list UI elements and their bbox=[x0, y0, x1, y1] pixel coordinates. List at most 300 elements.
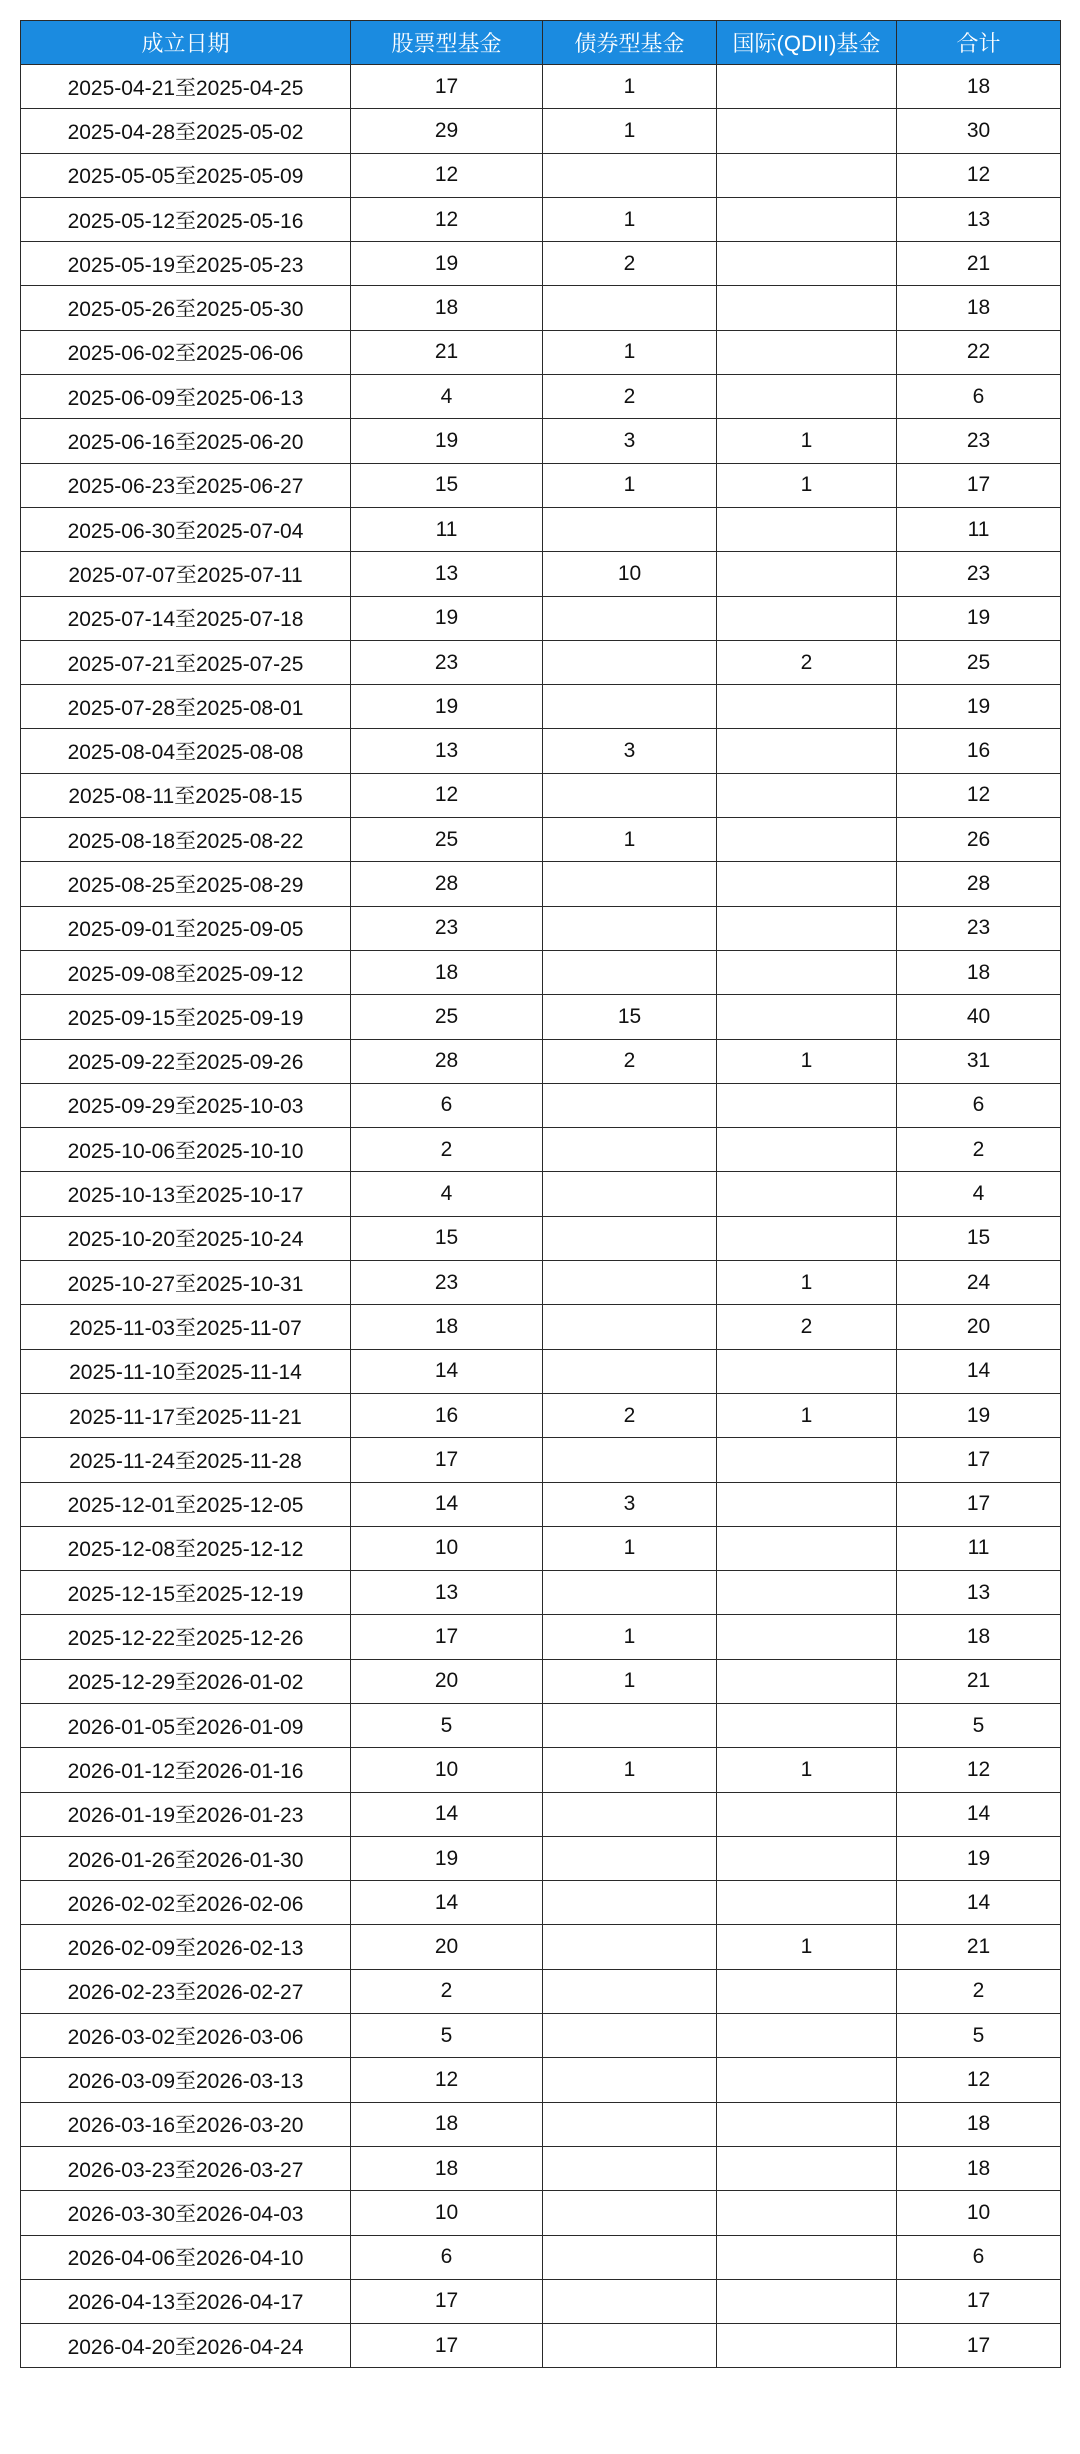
cell-bond-count bbox=[543, 1703, 717, 1747]
header-qdii-fund: 国际(QDII)基金 bbox=[717, 21, 897, 65]
cell-equity-count: 2 bbox=[351, 1969, 543, 2013]
table-row bbox=[21, 1748, 1061, 1792]
cell-qdii-count bbox=[717, 375, 897, 419]
cell-equity-count: 17 bbox=[351, 2279, 543, 2323]
cell-date-range: 2025-08-25至2025-08-29 bbox=[21, 862, 351, 906]
table-row bbox=[21, 552, 1061, 596]
table-row bbox=[21, 2324, 1061, 2368]
cell-qdii-count bbox=[717, 1438, 897, 1482]
cell-bond-count bbox=[543, 2191, 717, 2235]
cell-date-range: 2026-01-12至2026-01-16 bbox=[21, 1748, 351, 1792]
cell-total-count: 21 bbox=[897, 242, 1061, 286]
cell-bond-count: 2 bbox=[543, 375, 717, 419]
cell-bond-count bbox=[543, 1969, 717, 2013]
cell-equity-count: 20 bbox=[351, 1925, 543, 1969]
cell-bond-count: 3 bbox=[543, 1482, 717, 1526]
cell-equity-count: 28 bbox=[351, 1039, 543, 1083]
cell-qdii-count bbox=[717, 2058, 897, 2102]
cell-total-count: 18 bbox=[897, 950, 1061, 994]
cell-equity-count: 14 bbox=[351, 1482, 543, 1526]
cell-bond-count bbox=[543, 1438, 717, 1482]
cell-total-count: 22 bbox=[897, 330, 1061, 374]
cell-qdii-count bbox=[717, 862, 897, 906]
table-row bbox=[21, 242, 1061, 286]
cell-date-range: 2025-12-22至2025-12-26 bbox=[21, 1615, 351, 1659]
cell-total-count: 21 bbox=[897, 1925, 1061, 1969]
cell-date-range: 2026-04-06至2026-04-10 bbox=[21, 2235, 351, 2279]
header-equity-fund: 股票型基金 bbox=[351, 21, 543, 65]
cell-equity-count: 29 bbox=[351, 109, 543, 153]
cell-bond-count bbox=[543, 1925, 717, 1969]
cell-qdii-count: 1 bbox=[717, 463, 897, 507]
cell-qdii-count bbox=[717, 906, 897, 950]
cell-date-range: 2025-11-03至2025-11-07 bbox=[21, 1305, 351, 1349]
cell-qdii-count bbox=[717, 109, 897, 153]
cell-bond-count bbox=[543, 2235, 717, 2279]
cell-bond-count bbox=[543, 1128, 717, 1172]
cell-bond-count: 3 bbox=[543, 729, 717, 773]
cell-total-count: 19 bbox=[897, 1836, 1061, 1880]
cell-qdii-count bbox=[717, 2279, 897, 2323]
cell-equity-count: 15 bbox=[351, 1216, 543, 1260]
cell-bond-count bbox=[543, 1083, 717, 1127]
cell-bond-count bbox=[543, 2102, 717, 2146]
cell-date-range: 2025-12-08至2025-12-12 bbox=[21, 1526, 351, 1570]
cell-bond-count: 2 bbox=[543, 1393, 717, 1437]
table-row bbox=[21, 1482, 1061, 1526]
cell-date-range: 2025-07-14至2025-07-18 bbox=[21, 596, 351, 640]
cell-qdii-count bbox=[717, 65, 897, 109]
cell-bond-count bbox=[543, 1216, 717, 1260]
table-row bbox=[21, 995, 1061, 1039]
cell-date-range: 2025-12-01至2025-12-05 bbox=[21, 1482, 351, 1526]
cell-date-range: 2025-10-20至2025-10-24 bbox=[21, 1216, 351, 1260]
cell-qdii-count: 1 bbox=[717, 1261, 897, 1305]
cell-equity-count: 2 bbox=[351, 1128, 543, 1172]
cell-equity-count: 13 bbox=[351, 552, 543, 596]
table-row bbox=[21, 729, 1061, 773]
cell-bond-count bbox=[543, 1571, 717, 1615]
cell-date-range: 2026-03-09至2026-03-13 bbox=[21, 2058, 351, 2102]
cell-date-range: 2025-07-28至2025-08-01 bbox=[21, 685, 351, 729]
cell-qdii-count bbox=[717, 685, 897, 729]
cell-total-count: 6 bbox=[897, 1083, 1061, 1127]
cell-equity-count: 17 bbox=[351, 1438, 543, 1482]
table-row bbox=[21, 685, 1061, 729]
cell-bond-count bbox=[543, 950, 717, 994]
table-row bbox=[21, 1571, 1061, 1615]
cell-total-count: 6 bbox=[897, 2235, 1061, 2279]
cell-equity-count: 14 bbox=[351, 1881, 543, 1925]
cell-date-range: 2026-03-16至2026-03-20 bbox=[21, 2102, 351, 2146]
cell-bond-count: 1 bbox=[543, 1615, 717, 1659]
cell-qdii-count: 1 bbox=[717, 1039, 897, 1083]
cell-date-range: 2026-03-23至2026-03-27 bbox=[21, 2146, 351, 2190]
cell-total-count: 18 bbox=[897, 2102, 1061, 2146]
cell-qdii-count bbox=[717, 1659, 897, 1703]
table-row bbox=[21, 818, 1061, 862]
cell-total-count: 31 bbox=[897, 1039, 1061, 1083]
cell-total-count: 12 bbox=[897, 1748, 1061, 1792]
table-row bbox=[21, 1925, 1061, 1969]
cell-equity-count: 20 bbox=[351, 1659, 543, 1703]
cell-date-range: 2025-04-28至2025-05-02 bbox=[21, 109, 351, 153]
cell-total-count: 12 bbox=[897, 153, 1061, 197]
cell-bond-count: 1 bbox=[543, 1659, 717, 1703]
cell-bond-count bbox=[543, 2014, 717, 2058]
cell-total-count: 5 bbox=[897, 2014, 1061, 2058]
table-row bbox=[21, 1172, 1061, 1216]
cell-equity-count: 5 bbox=[351, 1703, 543, 1747]
table-row bbox=[21, 1393, 1061, 1437]
cell-qdii-count bbox=[717, 1703, 897, 1747]
cell-total-count: 5 bbox=[897, 1703, 1061, 1747]
table-row bbox=[21, 65, 1061, 109]
cell-bond-count bbox=[543, 862, 717, 906]
cell-bond-count bbox=[543, 685, 717, 729]
cell-date-range: 2025-09-08至2025-09-12 bbox=[21, 950, 351, 994]
table-row bbox=[21, 1703, 1061, 1747]
table-row bbox=[21, 862, 1061, 906]
cell-date-range: 2026-01-19至2026-01-23 bbox=[21, 1792, 351, 1836]
cell-total-count: 2 bbox=[897, 1969, 1061, 2013]
cell-total-count: 40 bbox=[897, 995, 1061, 1039]
cell-total-count: 14 bbox=[897, 1349, 1061, 1393]
cell-total-count: 11 bbox=[897, 1526, 1061, 1570]
header-establishment-date: 成立日期 bbox=[21, 21, 351, 65]
cell-qdii-count bbox=[717, 2324, 897, 2368]
cell-date-range: 2025-08-11至2025-08-15 bbox=[21, 773, 351, 817]
cell-date-range: 2025-11-24至2025-11-28 bbox=[21, 1438, 351, 1482]
cell-qdii-count bbox=[717, 153, 897, 197]
cell-date-range: 2025-07-07至2025-07-11 bbox=[21, 552, 351, 596]
cell-date-range: 2025-09-15至2025-09-19 bbox=[21, 995, 351, 1039]
cell-equity-count: 21 bbox=[351, 330, 543, 374]
cell-equity-count: 25 bbox=[351, 818, 543, 862]
cell-bond-count: 3 bbox=[543, 419, 717, 463]
cell-equity-count: 17 bbox=[351, 2324, 543, 2368]
cell-date-range: 2025-10-27至2025-10-31 bbox=[21, 1261, 351, 1305]
cell-qdii-count bbox=[717, 773, 897, 817]
table-row bbox=[21, 330, 1061, 374]
table-row bbox=[21, 1216, 1061, 1260]
table-row bbox=[21, 419, 1061, 463]
cell-total-count: 19 bbox=[897, 1393, 1061, 1437]
cell-total-count: 26 bbox=[897, 818, 1061, 862]
cell-qdii-count: 2 bbox=[717, 1305, 897, 1349]
cell-total-count: 18 bbox=[897, 286, 1061, 330]
cell-qdii-count bbox=[717, 596, 897, 640]
cell-equity-count: 6 bbox=[351, 2235, 543, 2279]
cell-bond-count: 2 bbox=[543, 1039, 717, 1083]
table-row bbox=[21, 1615, 1061, 1659]
fund-table-container bbox=[20, 20, 1060, 2368]
cell-bond-count bbox=[543, 640, 717, 684]
cell-equity-count: 14 bbox=[351, 1792, 543, 1836]
cell-total-count: 25 bbox=[897, 640, 1061, 684]
cell-bond-count: 1 bbox=[543, 109, 717, 153]
cell-bond-count bbox=[543, 2324, 717, 2368]
header-bond-fund: 债券型基金 bbox=[543, 21, 717, 65]
table-row bbox=[21, 2102, 1061, 2146]
cell-equity-count: 18 bbox=[351, 2146, 543, 2190]
cell-qdii-count bbox=[717, 1881, 897, 1925]
cell-qdii-count bbox=[717, 2191, 897, 2235]
cell-total-count: 28 bbox=[897, 862, 1061, 906]
cell-total-count: 30 bbox=[897, 109, 1061, 153]
table-row bbox=[21, 2279, 1061, 2323]
cell-equity-count: 19 bbox=[351, 596, 543, 640]
cell-date-range: 2026-03-30至2026-04-03 bbox=[21, 2191, 351, 2235]
cell-bond-count bbox=[543, 507, 717, 551]
table-row bbox=[21, 286, 1061, 330]
table-row bbox=[21, 109, 1061, 153]
cell-total-count: 14 bbox=[897, 1881, 1061, 1925]
cell-equity-count: 10 bbox=[351, 1526, 543, 1570]
cell-date-range: 2025-09-01至2025-09-05 bbox=[21, 906, 351, 950]
table-row bbox=[21, 596, 1061, 640]
cell-equity-count: 10 bbox=[351, 1748, 543, 1792]
cell-qdii-count bbox=[717, 2014, 897, 2058]
cell-qdii-count bbox=[717, 2146, 897, 2190]
cell-qdii-count bbox=[717, 552, 897, 596]
cell-bond-count: 10 bbox=[543, 552, 717, 596]
table-row bbox=[21, 2014, 1061, 2058]
cell-equity-count: 4 bbox=[351, 1172, 543, 1216]
cell-total-count: 18 bbox=[897, 2146, 1061, 2190]
cell-qdii-count bbox=[717, 1128, 897, 1172]
cell-total-count: 12 bbox=[897, 2058, 1061, 2102]
cell-date-range: 2025-06-30至2025-07-04 bbox=[21, 507, 351, 551]
table-row bbox=[21, 1128, 1061, 1172]
cell-qdii-count bbox=[717, 995, 897, 1039]
cell-equity-count: 5 bbox=[351, 2014, 543, 2058]
table-row bbox=[21, 1526, 1061, 1570]
cell-bond-count: 1 bbox=[543, 197, 717, 241]
cell-qdii-count bbox=[717, 242, 897, 286]
cell-equity-count: 17 bbox=[351, 1615, 543, 1659]
cell-bond-count: 1 bbox=[543, 330, 717, 374]
cell-date-range: 2025-05-05至2025-05-09 bbox=[21, 153, 351, 197]
table-row bbox=[21, 2191, 1061, 2235]
cell-date-range: 2025-08-04至2025-08-08 bbox=[21, 729, 351, 773]
cell-date-range: 2026-02-02至2026-02-06 bbox=[21, 1881, 351, 1925]
cell-qdii-count bbox=[717, 1792, 897, 1836]
cell-equity-count: 16 bbox=[351, 1393, 543, 1437]
cell-qdii-count bbox=[717, 729, 897, 773]
cell-qdii-count bbox=[717, 330, 897, 374]
cell-date-range: 2026-01-05至2026-01-09 bbox=[21, 1703, 351, 1747]
cell-qdii-count bbox=[717, 507, 897, 551]
cell-total-count: 17 bbox=[897, 2324, 1061, 2368]
cell-qdii-count bbox=[717, 818, 897, 862]
cell-date-range: 2025-10-06至2025-10-10 bbox=[21, 1128, 351, 1172]
cell-date-range: 2025-06-23至2025-06-27 bbox=[21, 463, 351, 507]
table-row bbox=[21, 1659, 1061, 1703]
cell-total-count: 17 bbox=[897, 1482, 1061, 1526]
cell-date-range: 2026-02-23至2026-02-27 bbox=[21, 1969, 351, 2013]
cell-qdii-count bbox=[717, 197, 897, 241]
cell-total-count: 16 bbox=[897, 729, 1061, 773]
cell-total-count: 2 bbox=[897, 1128, 1061, 1172]
cell-equity-count: 18 bbox=[351, 950, 543, 994]
cell-total-count: 24 bbox=[897, 1261, 1061, 1305]
cell-total-count: 18 bbox=[897, 1615, 1061, 1659]
cell-total-count: 13 bbox=[897, 1571, 1061, 1615]
cell-total-count: 17 bbox=[897, 1438, 1061, 1482]
cell-qdii-count: 1 bbox=[717, 1748, 897, 1792]
table-row bbox=[21, 640, 1061, 684]
cell-date-range: 2025-05-19至2025-05-23 bbox=[21, 242, 351, 286]
cell-total-count: 17 bbox=[897, 463, 1061, 507]
cell-bond-count: 1 bbox=[543, 1748, 717, 1792]
cell-total-count: 17 bbox=[897, 2279, 1061, 2323]
cell-qdii-count bbox=[717, 2102, 897, 2146]
cell-bond-count: 2 bbox=[543, 242, 717, 286]
cell-qdii-count: 2 bbox=[717, 640, 897, 684]
cell-bond-count bbox=[543, 2146, 717, 2190]
cell-bond-count bbox=[543, 1349, 717, 1393]
cell-equity-count: 12 bbox=[351, 153, 543, 197]
cell-equity-count: 15 bbox=[351, 463, 543, 507]
cell-qdii-count bbox=[717, 1615, 897, 1659]
cell-equity-count: 10 bbox=[351, 2191, 543, 2235]
cell-equity-count: 18 bbox=[351, 286, 543, 330]
cell-date-range: 2025-05-26至2025-05-30 bbox=[21, 286, 351, 330]
table-row bbox=[21, 463, 1061, 507]
cell-bond-count bbox=[543, 2279, 717, 2323]
cell-bond-count bbox=[543, 2058, 717, 2102]
cell-qdii-count: 1 bbox=[717, 1393, 897, 1437]
cell-bond-count bbox=[543, 1836, 717, 1880]
cell-total-count: 23 bbox=[897, 419, 1061, 463]
cell-equity-count: 19 bbox=[351, 685, 543, 729]
cell-qdii-count bbox=[717, 1969, 897, 2013]
table-row bbox=[21, 2146, 1061, 2190]
cell-date-range: 2025-04-21至2025-04-25 bbox=[21, 65, 351, 109]
cell-equity-count: 23 bbox=[351, 640, 543, 684]
cell-total-count: 20 bbox=[897, 1305, 1061, 1349]
cell-date-range: 2025-12-29至2026-01-02 bbox=[21, 1659, 351, 1703]
table-row bbox=[21, 1969, 1061, 2013]
cell-qdii-count bbox=[717, 1526, 897, 1570]
cell-qdii-count bbox=[717, 2235, 897, 2279]
cell-total-count: 12 bbox=[897, 773, 1061, 817]
cell-total-count: 4 bbox=[897, 1172, 1061, 1216]
cell-date-range: 2025-09-29至2025-10-03 bbox=[21, 1083, 351, 1127]
cell-total-count: 15 bbox=[897, 1216, 1061, 1260]
table-row bbox=[21, 1792, 1061, 1836]
cell-qdii-count bbox=[717, 286, 897, 330]
cell-bond-count bbox=[543, 153, 717, 197]
cell-total-count: 10 bbox=[897, 2191, 1061, 2235]
cell-bond-count bbox=[543, 1261, 717, 1305]
cell-equity-count: 13 bbox=[351, 1571, 543, 1615]
cell-equity-count: 11 bbox=[351, 507, 543, 551]
table-row bbox=[21, 906, 1061, 950]
cell-date-range: 2026-01-26至2026-01-30 bbox=[21, 1836, 351, 1880]
cell-date-range: 2025-06-16至2025-06-20 bbox=[21, 419, 351, 463]
cell-bond-count: 1 bbox=[543, 818, 717, 862]
table-row bbox=[21, 1881, 1061, 1925]
cell-total-count: 21 bbox=[897, 1659, 1061, 1703]
cell-bond-count bbox=[543, 1172, 717, 1216]
table-row bbox=[21, 950, 1061, 994]
cell-total-count: 19 bbox=[897, 685, 1061, 729]
cell-qdii-count bbox=[717, 1172, 897, 1216]
cell-date-range: 2025-08-18至2025-08-22 bbox=[21, 818, 351, 862]
table-row bbox=[21, 197, 1061, 241]
cell-equity-count: 12 bbox=[351, 2058, 543, 2102]
cell-equity-count: 28 bbox=[351, 862, 543, 906]
cell-qdii-count bbox=[717, 1216, 897, 1260]
cell-qdii-count bbox=[717, 1349, 897, 1393]
cell-equity-count: 12 bbox=[351, 773, 543, 817]
table-row bbox=[21, 153, 1061, 197]
cell-date-range: 2025-06-02至2025-06-06 bbox=[21, 330, 351, 374]
cell-bond-count: 15 bbox=[543, 995, 717, 1039]
cell-date-range: 2025-07-21至2025-07-25 bbox=[21, 640, 351, 684]
cell-equity-count: 19 bbox=[351, 1836, 543, 1880]
cell-bond-count bbox=[543, 596, 717, 640]
cell-equity-count: 17 bbox=[351, 65, 543, 109]
table-row bbox=[21, 1039, 1061, 1083]
cell-equity-count: 4 bbox=[351, 375, 543, 419]
table-row bbox=[21, 375, 1061, 419]
fund-establishment-table bbox=[20, 20, 1061, 2368]
cell-bond-count bbox=[543, 1881, 717, 1925]
table-row bbox=[21, 1438, 1061, 1482]
cell-bond-count: 1 bbox=[543, 1526, 717, 1570]
table-row bbox=[21, 773, 1061, 817]
cell-equity-count: 18 bbox=[351, 2102, 543, 2146]
table-row bbox=[21, 1083, 1061, 1127]
cell-total-count: 18 bbox=[897, 65, 1061, 109]
cell-qdii-count bbox=[717, 1571, 897, 1615]
cell-total-count: 6 bbox=[897, 375, 1061, 419]
table-row bbox=[21, 2058, 1061, 2102]
table-row bbox=[21, 1305, 1061, 1349]
table-row bbox=[21, 507, 1061, 551]
cell-equity-count: 6 bbox=[351, 1083, 543, 1127]
header-total: 合计 bbox=[897, 21, 1061, 65]
cell-bond-count bbox=[543, 286, 717, 330]
cell-date-range: 2026-04-13至2026-04-17 bbox=[21, 2279, 351, 2323]
cell-date-range: 2026-04-20至2026-04-24 bbox=[21, 2324, 351, 2368]
cell-qdii-count bbox=[717, 1482, 897, 1526]
cell-date-range: 2026-02-09至2026-02-13 bbox=[21, 1925, 351, 1969]
table-row bbox=[21, 1261, 1061, 1305]
cell-equity-count: 19 bbox=[351, 242, 543, 286]
cell-equity-count: 12 bbox=[351, 197, 543, 241]
table-body bbox=[21, 65, 1061, 2368]
cell-equity-count: 14 bbox=[351, 1349, 543, 1393]
cell-equity-count: 18 bbox=[351, 1305, 543, 1349]
cell-date-range: 2025-10-13至2025-10-17 bbox=[21, 1172, 351, 1216]
cell-equity-count: 25 bbox=[351, 995, 543, 1039]
cell-total-count: 13 bbox=[897, 197, 1061, 241]
cell-bond-count: 1 bbox=[543, 463, 717, 507]
cell-bond-count bbox=[543, 1792, 717, 1836]
cell-date-range: 2025-09-22至2025-09-26 bbox=[21, 1039, 351, 1083]
table-row bbox=[21, 1349, 1061, 1393]
table-row bbox=[21, 1836, 1061, 1880]
cell-total-count: 23 bbox=[897, 552, 1061, 596]
cell-qdii-count bbox=[717, 1083, 897, 1127]
cell-bond-count bbox=[543, 1305, 717, 1349]
cell-equity-count: 23 bbox=[351, 1261, 543, 1305]
cell-date-range: 2025-12-15至2025-12-19 bbox=[21, 1571, 351, 1615]
